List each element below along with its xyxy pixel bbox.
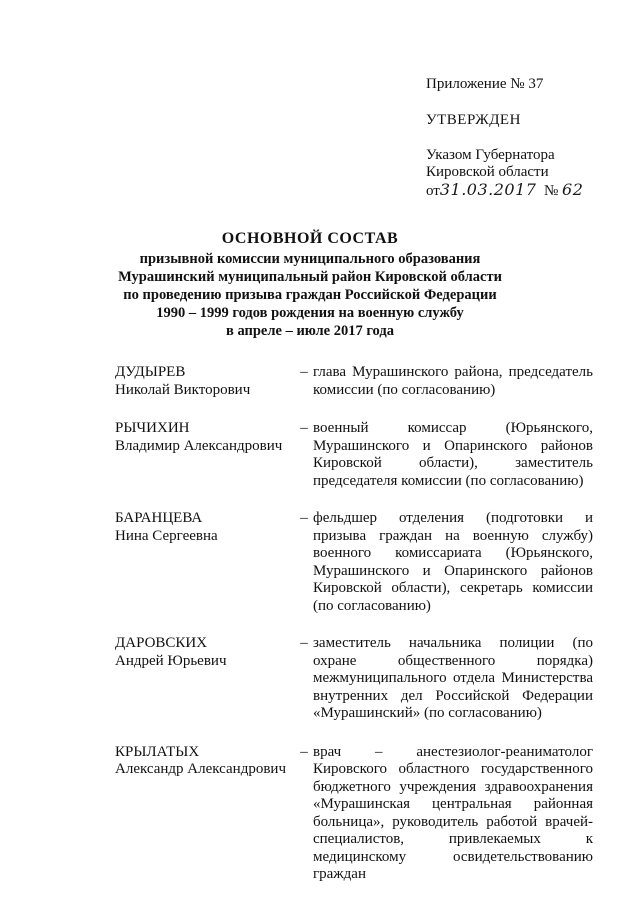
decree-number-label: № bbox=[543, 183, 559, 199]
member-entry bbox=[115, 744, 593, 884]
member-name bbox=[115, 364, 295, 399]
title-line-2: Мурашинский муниципальный район Кировской области bbox=[118, 269, 502, 285]
decree-reference bbox=[426, 147, 583, 200]
decree-date-line bbox=[426, 181, 583, 200]
title-main: ОСНОВНОЙ СОСТАВ bbox=[221, 230, 399, 247]
member-name bbox=[115, 420, 295, 490]
member-entry bbox=[115, 420, 593, 490]
member-entry bbox=[115, 510, 593, 615]
member-given-name: Владимир Александрович bbox=[115, 437, 283, 454]
member-surname: БАРАНЦЕВА bbox=[115, 510, 203, 526]
title-line-5: в апреле – июле 2017 года bbox=[226, 323, 394, 339]
member-role: глава Мурашинского района, председатель комиссии (по согласованию) bbox=[313, 364, 593, 398]
member-given-name: Александр Александрович bbox=[115, 761, 286, 777]
member-name bbox=[115, 635, 295, 723]
decree-from-label: от bbox=[426, 183, 440, 199]
members-list bbox=[115, 364, 593, 884]
member-role: фельдшер отделения (подготовки и призыва граждан на военную службу) военного комиссариата (Юрьянского, Мурашинского и Опаринского районов Кировской области), секретарь комиссии (по согласованию) bbox=[313, 510, 593, 614]
member-given-name: Андрей Юрьевич bbox=[115, 652, 227, 669]
member-surname: РЫЧИХИН bbox=[115, 420, 190, 436]
member-given-name: Николай Викторович bbox=[115, 381, 251, 398]
decree-line-2: Кировской области bbox=[426, 164, 549, 180]
member-name bbox=[115, 510, 295, 615]
member-surname: ДАРОВСКИХ bbox=[115, 635, 208, 651]
member-name bbox=[115, 744, 295, 884]
title-line-3: по проведению призыва граждан Российской Федерации bbox=[123, 287, 497, 303]
member-role: военный комиссар (Юрьянского, Мурашинского и Опаринского районов Кировской области), заместитель председателя комиссии (по согласованию) bbox=[313, 420, 593, 489]
member-entry bbox=[115, 635, 593, 723]
member-dash: – bbox=[300, 364, 308, 380]
member-role: врач – анестезиолог-реаниматолог Кировского областного государственного бюджетного учреждения здравоохранения «Мурашинская центральная районная больница», руководитель работой врачей-специалистов, привлекаемых к медицинскому освидетельствованию граждан bbox=[313, 743, 593, 882]
member-dash: – bbox=[300, 510, 308, 526]
document-title bbox=[100, 230, 520, 340]
member-surname: ДУДЫРЕВ bbox=[115, 364, 186, 380]
member-surname: КРЫЛАТЫХ bbox=[115, 743, 200, 760]
member-given-name: Нина Сергеевна bbox=[115, 527, 218, 544]
member-dash: – bbox=[300, 635, 308, 651]
member-entry bbox=[115, 364, 593, 399]
title-line-1: призывной комиссии муниципального образования bbox=[139, 251, 481, 267]
decree-date-handwritten: 31.03.2017 bbox=[439, 180, 537, 199]
member-role: заместитель начальника полиции (по охране общественного порядка) межмуниципального отдела Министерства внутренних дел Российской Федерации «Мурашинский» (по согласованию) bbox=[313, 635, 593, 721]
title-line-4: 1990 – 1999 годов рождения на военную службу bbox=[156, 305, 464, 321]
appendix-number: Приложение № 37 bbox=[426, 76, 544, 92]
approved-stamp-text: УТВЕРЖДЕН bbox=[426, 112, 521, 128]
member-dash: – bbox=[300, 743, 308, 760]
decree-number-handwritten: 62 bbox=[562, 180, 584, 199]
member-dash: – bbox=[300, 420, 308, 436]
decree-line-1: Указом Губернатора bbox=[426, 147, 555, 163]
